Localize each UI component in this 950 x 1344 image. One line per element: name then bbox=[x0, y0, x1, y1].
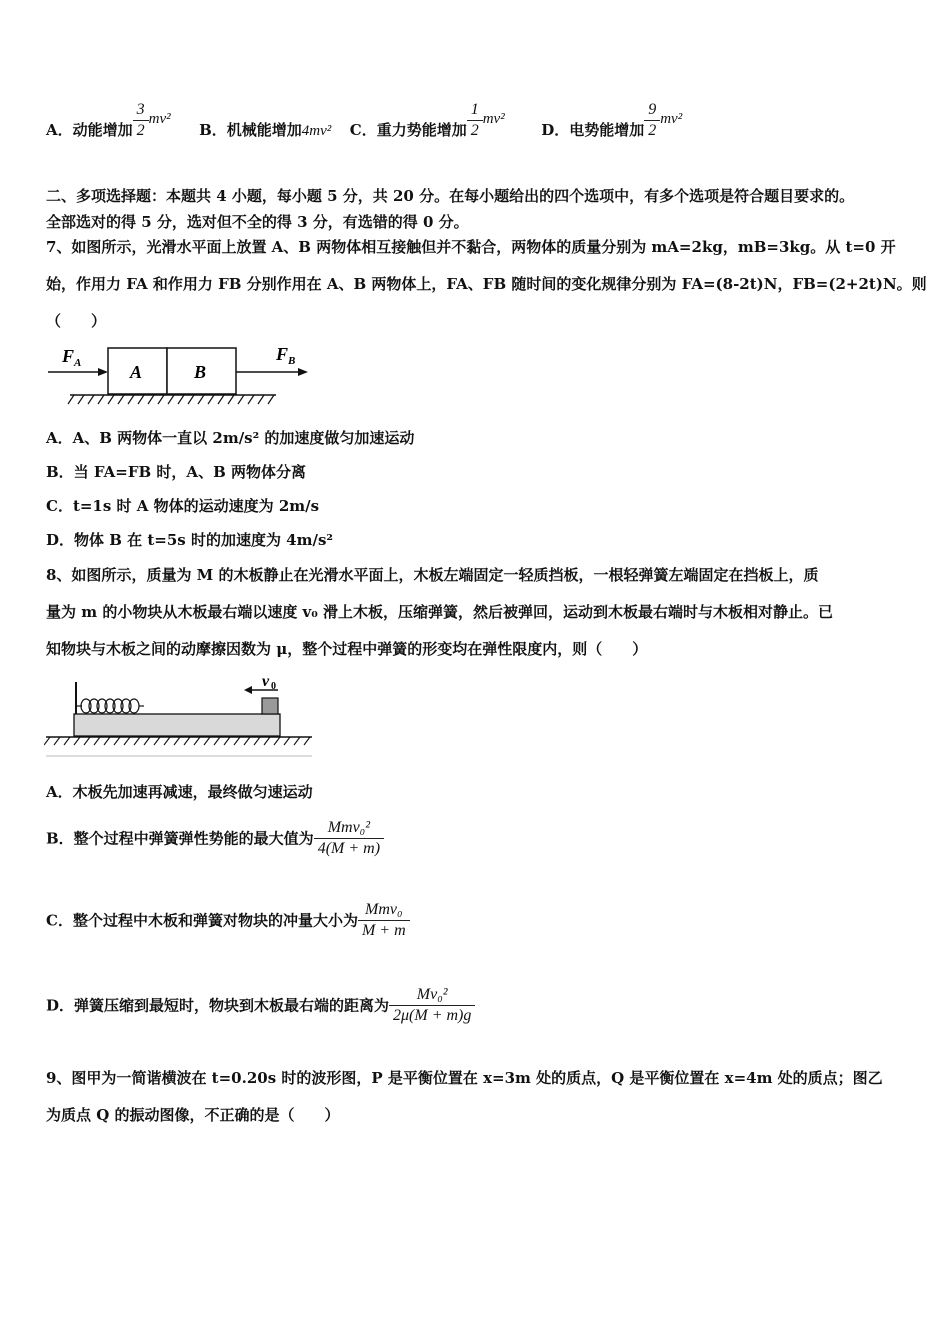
q6-option-a-label: A．动能增加 bbox=[46, 121, 133, 139]
q7-option-b: B．当 FA=FB 时，A、B 两物体分离 bbox=[46, 463, 306, 481]
q9-stem-line1: 9、图甲为一简谐横波在 t=0.20s 时的波形图，P 是平衡位置在 x=3m 处的质点，Q 是平衡位置在 x=4m 处的质点；图乙 bbox=[46, 1069, 883, 1087]
q8-block bbox=[262, 698, 278, 714]
q6-c-den: 2 bbox=[467, 120, 483, 141]
q6-option-d-fraction bbox=[644, 100, 660, 141]
q7-fb-arrowhead bbox=[298, 368, 308, 376]
q7-stem-line1: 7、如图所示，光滑水平面上放置 A、B 两物体相互接触但并不黏合，两物体的质量分别为 mA=2kg，mB=3kg。从 t=0 开 bbox=[46, 238, 896, 256]
q8-v0-sub: 0 bbox=[271, 681, 276, 692]
q8-figure bbox=[44, 668, 316, 760]
q7-option-d: D．物体 B 在 t=5s 时的加速度为 4m/s² bbox=[46, 531, 333, 549]
q7-fa-sub: A bbox=[74, 357, 82, 369]
q9-stem-line2: 为质点 Q 的振动图像，不正确的是（ ） bbox=[46, 1106, 340, 1124]
q8-option-b bbox=[46, 818, 384, 859]
q7-fb-sub: B bbox=[288, 355, 296, 367]
q7-block-a-label: A bbox=[130, 362, 143, 382]
q7-ground-hatch bbox=[68, 395, 274, 404]
q8-c-num: Mmv₀ bbox=[365, 901, 403, 918]
q8-option-a: A．木板先加速再减速，最终做匀速运动 bbox=[46, 783, 313, 801]
q6-option-b-expr: 4mv² bbox=[301, 123, 332, 139]
q6-option-c-fraction bbox=[467, 100, 483, 141]
q7-block-b-label: B bbox=[194, 362, 207, 382]
q6-d-den: 2 bbox=[644, 120, 660, 141]
q8-d-den: 2μ(M + m)g bbox=[389, 1005, 475, 1026]
q6-a-num: 3 bbox=[136, 100, 145, 118]
q6-options-row bbox=[46, 100, 683, 141]
section2-line1: 二、多项选择题：本题共 4 小题，每小题 5 分，共 20 分。在每小题给出的四个选项中，有多个选项是符合题目要求的。 bbox=[46, 187, 855, 205]
q6-d-num: 9 bbox=[648, 100, 657, 118]
q6-option-a-fraction bbox=[133, 100, 149, 141]
q8-d-num: Mv₀² bbox=[416, 986, 448, 1003]
q6-a-den: 2 bbox=[133, 120, 149, 141]
q7-option-a: A．A、B 两物体一直以 2m/s² 的加速度做匀加速运动 bbox=[46, 429, 415, 447]
q8-option-b-label: B．整个过程中弹簧弹性势能的最大值为 bbox=[46, 829, 314, 848]
q8-stem-line3: 知物块与木板之间的动摩擦因数为 μ，整个过程中弹簧的形变均在弹性限度内，则（ ） bbox=[46, 640, 648, 658]
q6-option-a-tail: mv² bbox=[148, 111, 171, 127]
q6-option-d-tail: mv² bbox=[660, 111, 683, 127]
q7-fa-arrowhead bbox=[98, 368, 108, 376]
q8-stem-line2: 量为 m 的小物块从木板最右端以速度 v₀ 滑上木板，压缩弹簧，然后被弹回，运动到木板最右端时与木板相对静止。已 bbox=[46, 603, 834, 621]
section2-line2: 全部选对的得 5 分，选对但不全的得 3 分，有选错的得 0 分。 bbox=[46, 213, 469, 231]
q7-stem-line2: 始，作用力 FA 和作用力 FB 分别作用在 A、B 两物体上，FA、FB 随时间的变化规律分别为 FA=(8-2t)N，FB=(2+2t)N。则 bbox=[46, 275, 927, 293]
q7-fb-label: F bbox=[276, 344, 289, 364]
q7-figure bbox=[44, 340, 314, 412]
q8-v0-arrowhead bbox=[244, 686, 252, 694]
q7-fa-label: F bbox=[62, 346, 75, 366]
q8-option-d-fraction bbox=[389, 985, 475, 1026]
q8-b-num: Mmv₀² bbox=[327, 819, 371, 836]
q8-option-d-label: D．弹簧压缩到最短时，物块到木板最右端的距离为 bbox=[46, 996, 390, 1015]
q6-option-d-label: D．电势能增加 bbox=[541, 121, 645, 139]
q8-b-den: 4(M + m) bbox=[314, 838, 384, 859]
q6-option-c-label: C．重力势能增加 bbox=[349, 121, 467, 139]
q8-option-c-fraction bbox=[358, 900, 410, 941]
q8-v0-label: v bbox=[262, 673, 270, 690]
q8-spring bbox=[76, 699, 144, 713]
q7-answer-paren: （ ） bbox=[46, 312, 107, 330]
q8-stem-line1: 8、如图所示，质量为 M 的木板静止在光滑水平面上，木板左端固定一轻质挡板，一根轻弹簧左端固定在挡板上，质 bbox=[46, 566, 819, 584]
q6-c-num: 1 bbox=[470, 100, 479, 118]
q8-option-c bbox=[46, 900, 410, 941]
q8-ground-hatch bbox=[44, 737, 310, 745]
q8-option-b-fraction bbox=[314, 818, 384, 859]
q8-c-den: M + m bbox=[358, 920, 410, 941]
q6-option-c-tail: mv² bbox=[482, 111, 505, 127]
q8-option-d bbox=[46, 985, 475, 1026]
q6-option-b-label: B．机械能增加 bbox=[199, 121, 302, 139]
q8-option-c-label: C．整个过程中木板和弹簧对物块的冲量大小为 bbox=[46, 911, 358, 930]
q7-option-c: C．t=1s 时 A 物体的运动速度为 2m/s bbox=[46, 497, 320, 515]
q8-board bbox=[74, 714, 280, 736]
